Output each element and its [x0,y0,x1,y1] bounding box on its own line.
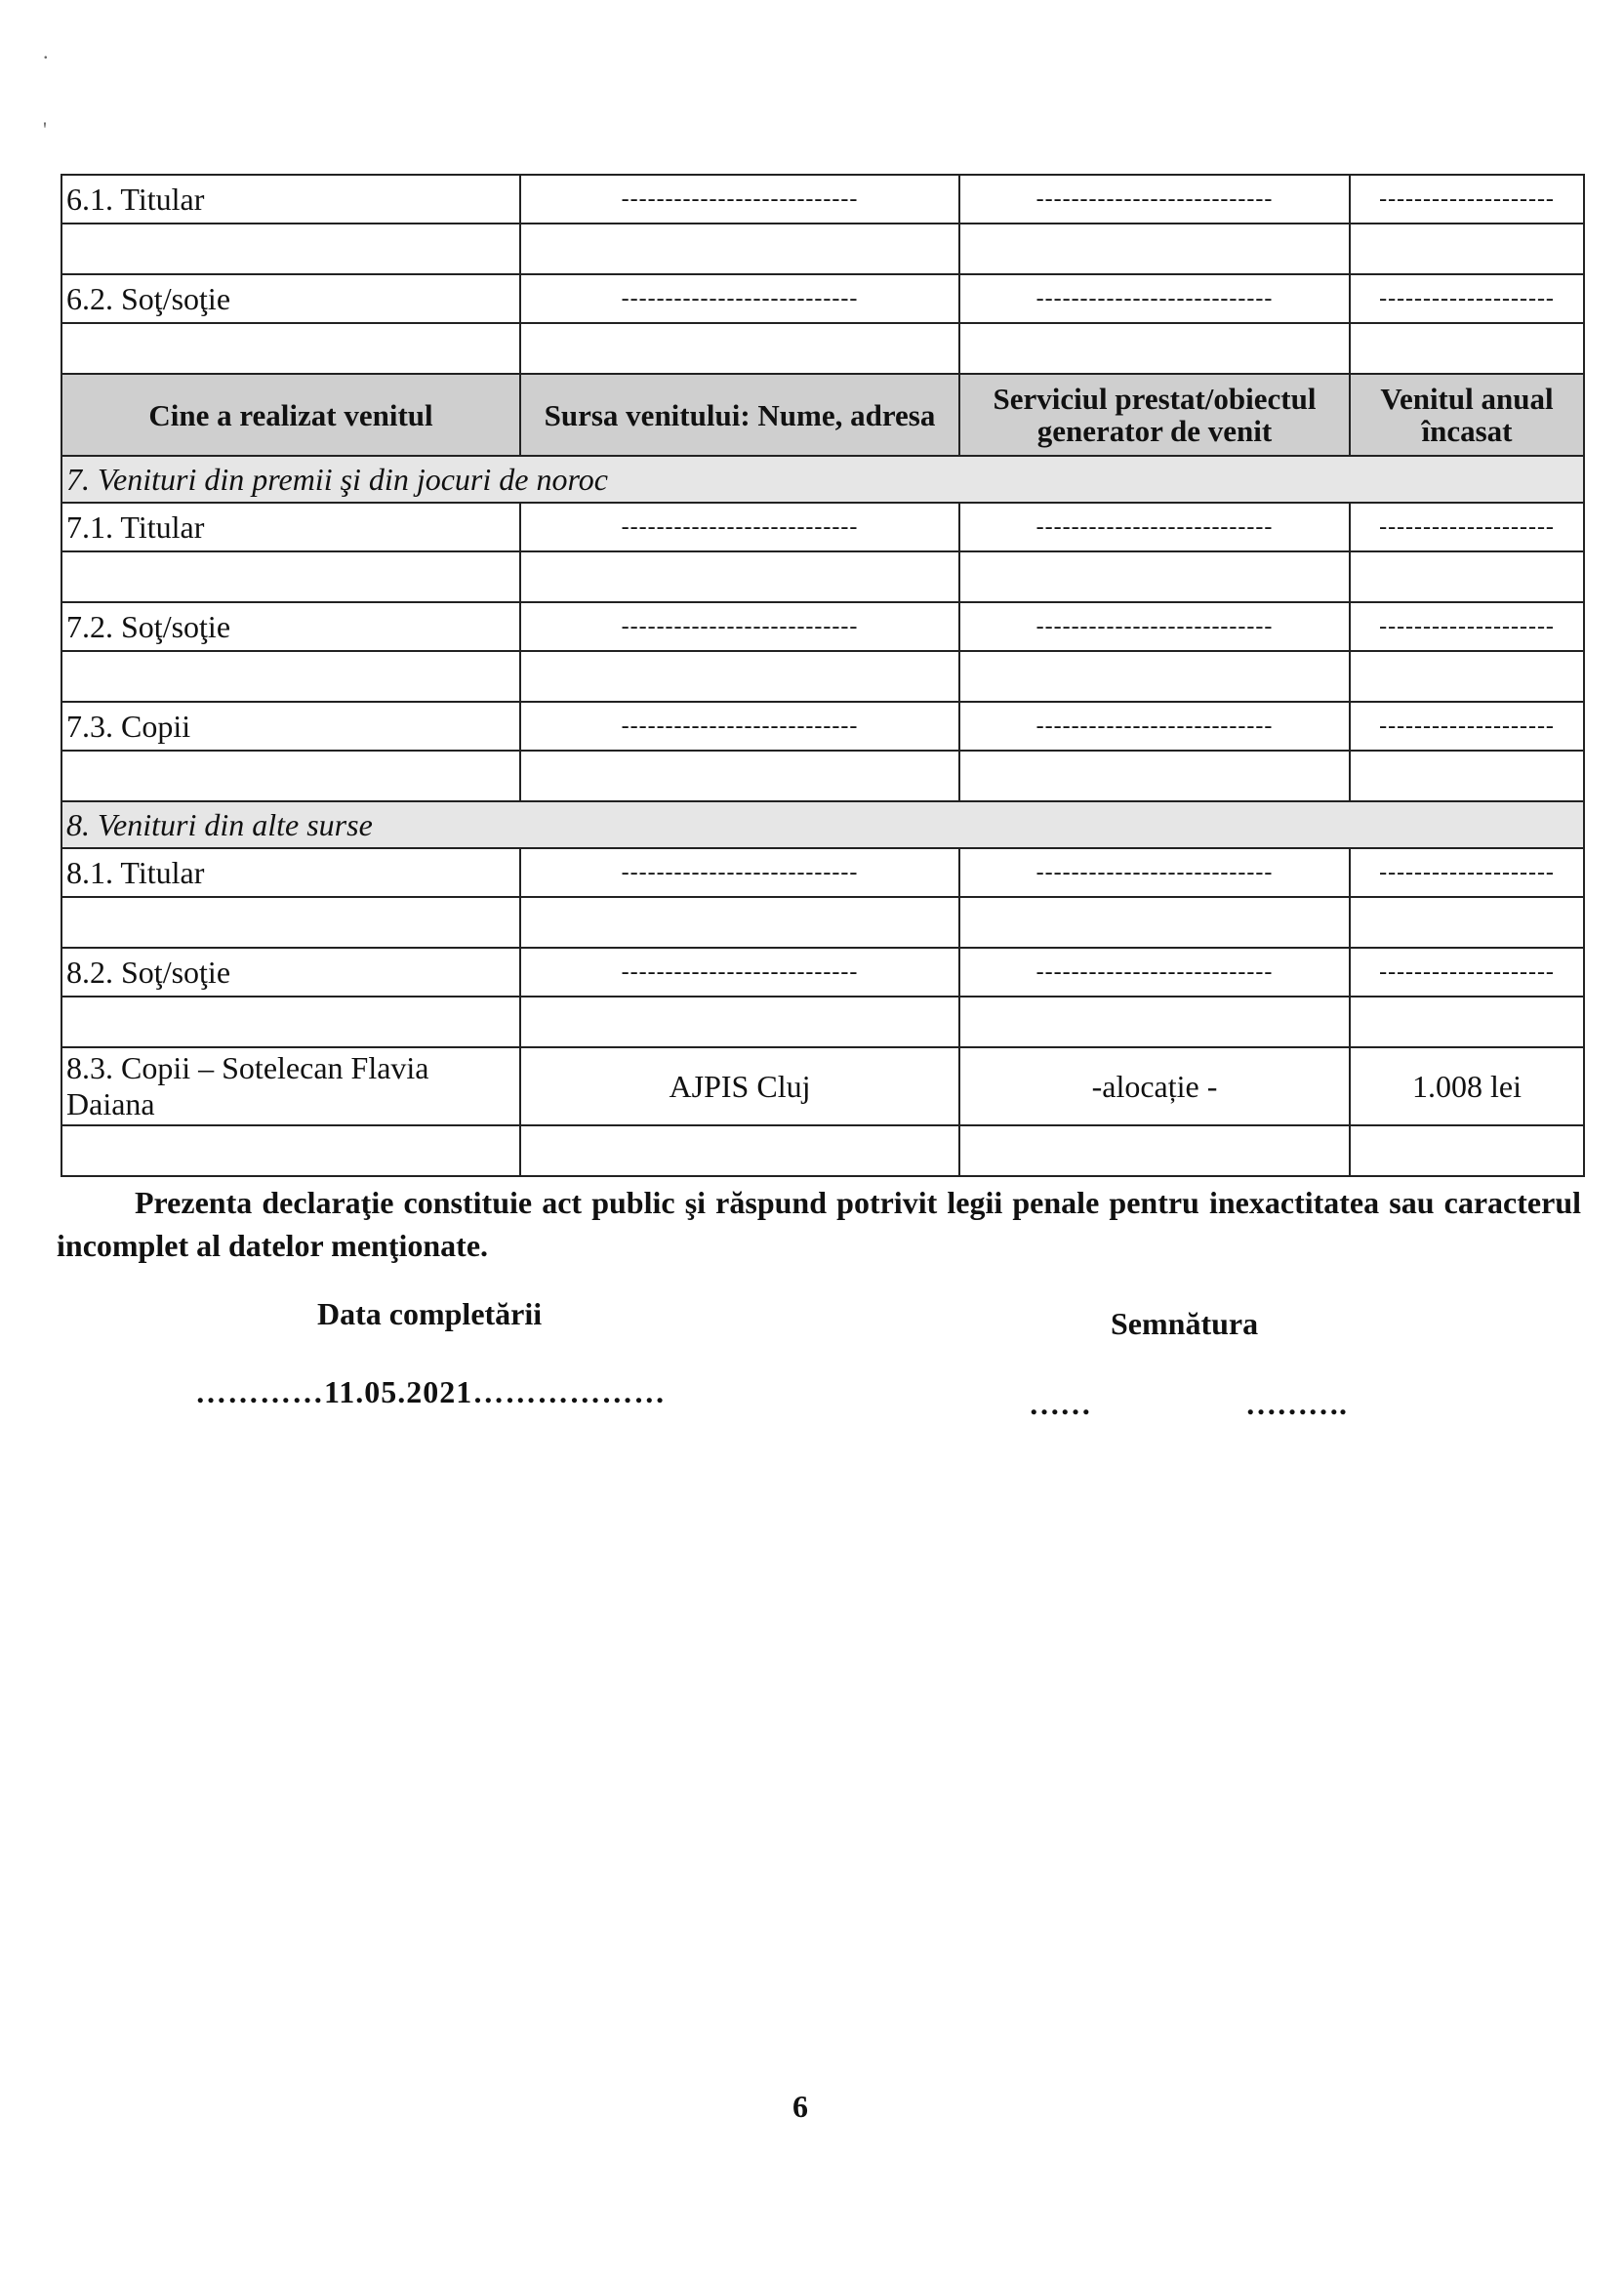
declaration-statement: Prezenta declaraţie constituie act public şi răspund potrivit legii penale pentru inexactitatea sau caracterul incomplet al datelor menţionate. [57,1185,1581,1263]
row-label: 8.3. Copii – Sotelecan Flavia Daiana [61,1047,520,1125]
header-cell: Venitul anual încasat [1350,374,1584,456]
table-row: 6.2. Soţ/soţie --------------------------- --------------------------- -------------------- [61,274,1584,323]
table-row: 7.2. Soţ/soţie --------------------------- --------------------------- -------------------- [61,602,1584,651]
row-label: 8.1. Titular [61,848,520,897]
section-row [61,456,1584,503]
signature-dots: ………. [1245,1386,1347,1421]
header-cell: Sursa venitului: Nume, adresa [520,374,959,456]
table-row [61,751,1584,801]
row-label: 7.1. Titular [61,503,520,551]
date-value: …………11.05.2021……………… [195,1374,667,1409]
table-row: 8.1. Titular --------------------------- --------------------------- -------------------- [61,848,1584,897]
table-row: 7.3. Copii --------------------------- --------------------------- -------------------- [61,702,1584,751]
table-row: 6.1. Titular --------------------------- --------------------------- -------------------- [61,175,1584,224]
table-row [61,997,1584,1047]
table-header [61,374,1584,456]
table-row: 7.1. Titular --------------------------- --------------------------- -------------------- [61,503,1584,551]
table-row [61,551,1584,602]
row-label: 6.1. Titular [61,175,520,224]
page-number: 6 [792,2089,808,2124]
table-row: 8.2. Soţ/soţie --------------------------- --------------------------- -------------------- [61,948,1584,997]
income-source: AJPIS Cluj [520,1047,959,1125]
income-table [61,174,1585,1177]
header-cell: Cine a realizat venitul [61,374,520,456]
row-label: 7.3. Copii [61,702,520,751]
section-title: 7. Venituri din premii şi din jocuri de noroc [61,456,1584,503]
income-service: -alocație - [959,1047,1350,1125]
date-label: Data completării [317,1296,543,1331]
row-label: 6.2. Soţ/soţie [61,274,520,323]
table-row [61,1125,1584,1176]
signature-label: Semnătura [1111,1306,1259,1341]
table-row [61,651,1584,702]
table-row [61,224,1584,274]
header-cell: Serviciul prestat/obiectul generator de venit [959,374,1350,456]
income-amount: 1.008 lei [1350,1047,1584,1125]
row-label: 8.2. Soţ/soţie [61,948,520,997]
table-row [61,323,1584,374]
scan-speck: ' [43,117,47,142]
signature-dots: …… [1029,1386,1091,1421]
table-row [61,897,1584,948]
section-title: 8. Venituri din alte surse [61,801,1584,848]
section-row [61,801,1584,848]
row-label: 7.2. Soţ/soţie [61,602,520,651]
table-row [61,1047,1584,1125]
scan-speck: . [43,39,49,63]
